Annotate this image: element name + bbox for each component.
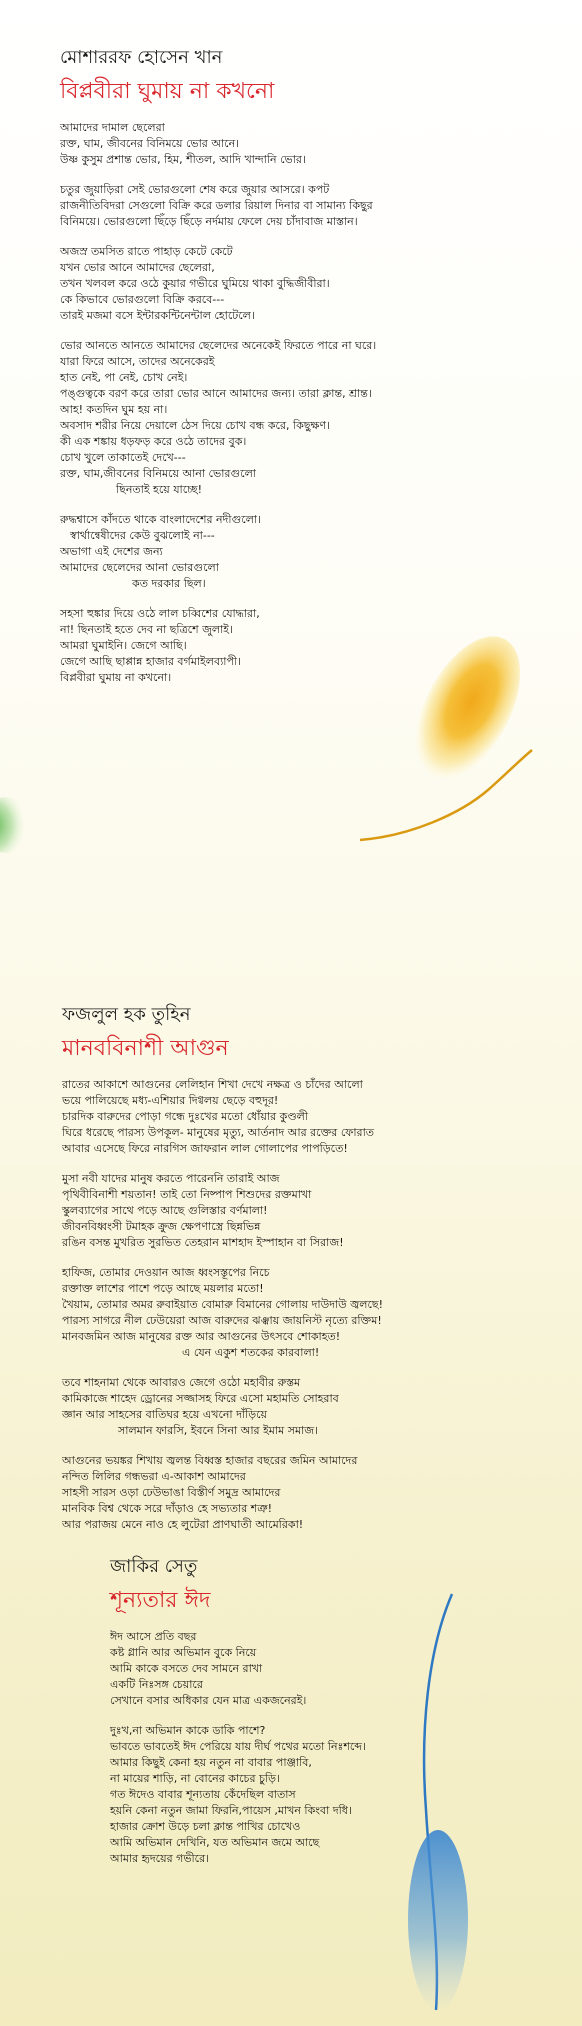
verse-line: আগুনের ভয়ঙ্কর শিখায় জ্বলন্ত বিধ্বস্ত হাজার বছরের জমিন আমাদের [62, 1454, 358, 1467]
stanza [110, 1629, 582, 1709]
verse-line: আমার কিছুই কেনা হয় নতুন না বাবার পাঞ্জাবি, [110, 1756, 312, 1769]
verse-line: চারদিক বারুদের পোড়া গন্ধে দুঃখের মতো ধোঁয়ার কুণ্ডলী [62, 1110, 308, 1123]
verse-line: সহসা হুঙ্কার দিয়ে ওঠে লাল চব্বিশের যোদ্ধারা, [60, 607, 260, 620]
verse-line: আর পরাজয় মেনে নাও হে লুটেরা প্রাণঘাতী আমেরিকা! [62, 1518, 304, 1531]
verse-line: রক্তাক্ত লাশের পাশে পড়ে আছে ময়লার মতো! [62, 1282, 264, 1295]
verse-line: ঘিরে ধরেছে পারস্য উপকূল- মানুষের মৃত্যু, আর্তনাদ আর রক্তের ফোরাত [62, 1126, 375, 1139]
verse-line: পারস্য সাগরে নীল ঢেউয়েরা আজ বারুদের ঝঞ্ঝায় জায়নিস্ট নৃত্যে রক্তিম! [62, 1314, 382, 1327]
verse-line: আমার হৃদয়ের গভীরে। [110, 1852, 210, 1865]
poem-body [110, 1629, 582, 1867]
verse-line: রক্ত, ঘাম, জীবনের বিনিময়ে ভোর আনে। [60, 137, 240, 150]
stanza [62, 1265, 562, 1361]
verse-line: তবে শাহনামা থেকে আবারও জেগে ওঠো মহাবীর রুস্তম [62, 1376, 301, 1389]
verse-line: ভয়ে পালিয়েছে মধ্য-এশিয়ার দিগ্বলয় ছেড়ে বহুদূর! [62, 1094, 279, 1107]
verse-line: এ যেন একুশ শতকের কারবালা! [182, 1346, 320, 1359]
verse-line: যারা ফিরে আসে, তাদের অনেকেরই [60, 355, 215, 368]
stanza [60, 120, 560, 168]
verse-line: মানবজমিন আজ মানুষের রক্ত আর আগুনের উৎসবে শোকাহত! [62, 1330, 341, 1343]
verse-line: তারই মজমা বসে ইন্টারকন্টিনেন্টাল হোটেলে। [60, 309, 255, 322]
verse-line: মানবিক বিশ্ব থেকে সরে দাঁড়াও হে সভ্যতার শত্রু! [62, 1502, 273, 1515]
verse-line: আমি অভিমান দেখিনি, যত অভিমান জমে আছে [110, 1836, 320, 1849]
verse-line: রাতের আকাশে আগুনের লেলিহান শিখা দেখে নক্ষত্র ও চাঁদের আলো [62, 1078, 363, 1091]
verse-line: জেগে আছি ছাপ্পান্ন হাজার বর্গমাইলব্যাপী। [60, 655, 242, 668]
verse-line: আমি কাকে বসতে দেব সামনে রাখা [110, 1662, 263, 1675]
verse-line: বিপ্লবীরা ঘুমায় না কখনো। [60, 671, 172, 684]
poem-author: জাকির সেতু [110, 1556, 198, 1577]
verse-line: ঈদ আসে প্রতি বছর [110, 1630, 197, 1643]
verse-line: আমাদের ছেলেদের আনা ভোরগুলো [60, 561, 219, 574]
verse-line: বিনিময়ে। ভোরগুলো ছিঁড়ে ছিঁড়ে নর্দমায় ফেলে দেয় চাঁদাবাজ মাস্তান। [60, 215, 358, 228]
verse-line: আমরা ঘুমাইনি। জেগে আছি। [60, 639, 187, 652]
poem-section-2 [62, 1003, 562, 1547]
verse-line: ছিনতাই হয়ে যাচ্ছে! [116, 483, 202, 496]
poem-body [60, 120, 560, 686]
poem-section-1 [60, 46, 560, 700]
verse-line: আবার এসেছে ফিরে নারগিস জাফরান লাল গোলাপের পাপড়িতে! [62, 1142, 348, 1155]
stanza [60, 606, 560, 686]
verse-line: কামিকাজে শাহেদ ড্রোনের সজ্জাসহ ফিরে এসো মহামতি সোহরাব [62, 1392, 339, 1405]
stanza [110, 1723, 582, 1867]
stanza [60, 338, 560, 498]
verse-line: রাজনীতিবিদরা সেগুলো বিক্রি করে ডলার রিয়াল দিনার বা সামান্য কিছুর [60, 199, 373, 212]
verse-line: হাজার ক্রোশ উড়ে চলা ক্লান্ত পাখির চোখেও [110, 1820, 301, 1833]
verse-line: না মায়ের শাড়ি, না বোনের কাচের চুড়ি। [110, 1772, 280, 1785]
verse-line: গত ঈদেও বাবার শূন্যতায় কেঁদেছিল বাতাস [110, 1788, 296, 1801]
stanza [60, 244, 560, 324]
verse-line: চোখ খুলে তাকাতেই দেখে--- [60, 451, 186, 464]
poem-title: মানববিনাশী আগুন [62, 1036, 229, 1061]
verse-line: হাত নেই, পা নেই, চোখ নেই। [60, 371, 188, 384]
verse-line: সাহসী সারস ওড়া ঢেউভাঙা বিস্তীর্ণ সমুদ্র আমাদের [62, 1486, 281, 1499]
verse-line: ভাবতে ভাবতেই ঈদ পেরিয়ে যায় দীর্ঘ পথের মতো নিঃশব্দে। [110, 1740, 366, 1753]
verse-line: ভোর আনতে আনতে আমাদের ছেলেদের অনেকেই ফিরতে পারে না ঘরে। [60, 339, 377, 352]
verse-line: যখন ভোর আনে আমাদের ছেলেরা, [60, 261, 215, 274]
verse-line: মুসা নবী যাদের মানুষ করতে পারেননি তারাই আজ [62, 1172, 280, 1185]
verse-line: কষ্ট গ্লানি আর অভিমান বুকে নিয়ে [110, 1646, 257, 1659]
verse-line: রঙিন বসন্ত মুখরিত সুরভিত তেহরান মাশহাদ ইস্পাহান বা সিরাজ! [62, 1236, 344, 1249]
verse-line: কত দরকার ছিল। [132, 577, 206, 590]
poem-title: শূন্যতার ঈদ [110, 1588, 211, 1613]
stanza [62, 1171, 562, 1251]
verse-line: পৃথিবীবিনাশী শয়তান! তাই তো নিষ্পাপ শিশুদের রক্তমাখা [62, 1188, 312, 1201]
poem-section-3 [110, 1555, 582, 1881]
stanza [60, 512, 560, 592]
poem-title: বিপ্লবীরা ঘুমায় না কখনো [60, 79, 275, 104]
verse-line: জীবনবিধ্বংসী টমাহক ক্রুজ ক্ষেপণাস্ত্রে ছিন্নভিন্ন [62, 1220, 261, 1233]
verse-line: জ্ঞান আর সাহসের বাতিঘর হয়ে এখনো দাঁড়িয়ে [62, 1408, 267, 1421]
verse-line: অভাগা এই দেশের জন্য [60, 545, 163, 558]
verse-line: স্কুলব্যাগের সাথে পড়ে আছে গুলিস্তার বর্ণমালা! [62, 1204, 268, 1217]
verse-line: চতুর জুয়াড়িরা সেই ভোরগুলো শেষ করে জুয়ার আসরে। কপট [60, 183, 330, 196]
verse-line: আহ! কতদিন ঘুম হয় না। [60, 403, 168, 416]
stanza [60, 182, 560, 230]
verse-line: দুঃখ,না অভিমান কাকে ডাকি পাশে? [110, 1724, 266, 1737]
verse-line: হাফিজ, তোমার দেওয়ান আজ ধ্বংসস্তূপের নিচে [62, 1266, 270, 1279]
verse-line: রুদ্ধশ্বাসে কাঁদতে থাকে বাংলাদেশের নদীগুলো। [60, 513, 262, 526]
verse-line: সালমান ফারসি, ইবনে সিনা আর ইমাম সমাজ। [118, 1424, 319, 1437]
verse-line: সেখানে বসার অধিকার যেন মাত্র একজনেরই। [110, 1694, 307, 1707]
poem-body [62, 1077, 562, 1533]
verse-line: না! ছিনতাই হতে দেব না ছত্রিশে জুলাই। [60, 623, 233, 636]
verse-line: স্বার্থান্বেষীদের কেউ বুঝলোই না--- [70, 529, 215, 542]
verse-line: হয়নি কেনা নতুন জামা ফিরনি,পায়েস ,মাখন কিংবা দধি। [110, 1804, 352, 1817]
verse-line: নন্দিত লিলির গন্ধভরা এ-আকাশ আমাদের [62, 1470, 246, 1483]
verse-line: পঙ্গুত্বকে বরণ করে তারা ভোর আনে আমাদের জন্য। তারা ক্লান্ত, শ্রান্ত। [60, 387, 372, 400]
green-paint-splash [0, 790, 36, 860]
stanza [62, 1077, 562, 1157]
verse-line: খৈয়াম, তোমার অমর রুবাইয়াত বোমারু বিমানের গোলায় দাউদাউ জ্বলছে! [62, 1298, 383, 1311]
stanza [62, 1453, 562, 1533]
verse-line: কে কিভাবে ভোরগুলো বিক্রি করবে--- [60, 293, 225, 306]
verse-line: কী এক শঙ্কায় ধড়ফড় করে ওঠে তাদের বুক। [60, 435, 247, 448]
verse-line: একটি নিঃসঙ্গ চেয়ারে [110, 1678, 203, 1691]
poem-author: মোশাররফ হোসেন খান [60, 47, 223, 68]
verse-line: অজস্র তমসিত রাতে পাহাড় কেটে কেটে [60, 245, 233, 258]
stanza [62, 1375, 562, 1439]
verse-line: রক্ত, ঘাম,জীবনের বিনিময়ে আনা ভোরগুলো [60, 467, 256, 480]
verse-line: তখন খলবল করে ওঠে কুয়ার গভীরে ঘুমিয়ে থাকা বুদ্ধিজীবীরা। [60, 277, 330, 290]
poem-author: ফজলুল হক তুহিন [62, 1004, 191, 1025]
verse-line: অবসাদ শরীর নিয়ে দেয়ালে ঠেস দিয়ে চোখ বন্ধ করে, কিছুক্ষণ। [60, 419, 331, 432]
verse-line: আমাদের দামাল ছেলেরা [60, 121, 165, 134]
verse-line: উষ্ণ কুসুম প্রশান্ত ভোর, হিম, শীতল, আদি খান্দানি ভোর। [60, 153, 306, 166]
